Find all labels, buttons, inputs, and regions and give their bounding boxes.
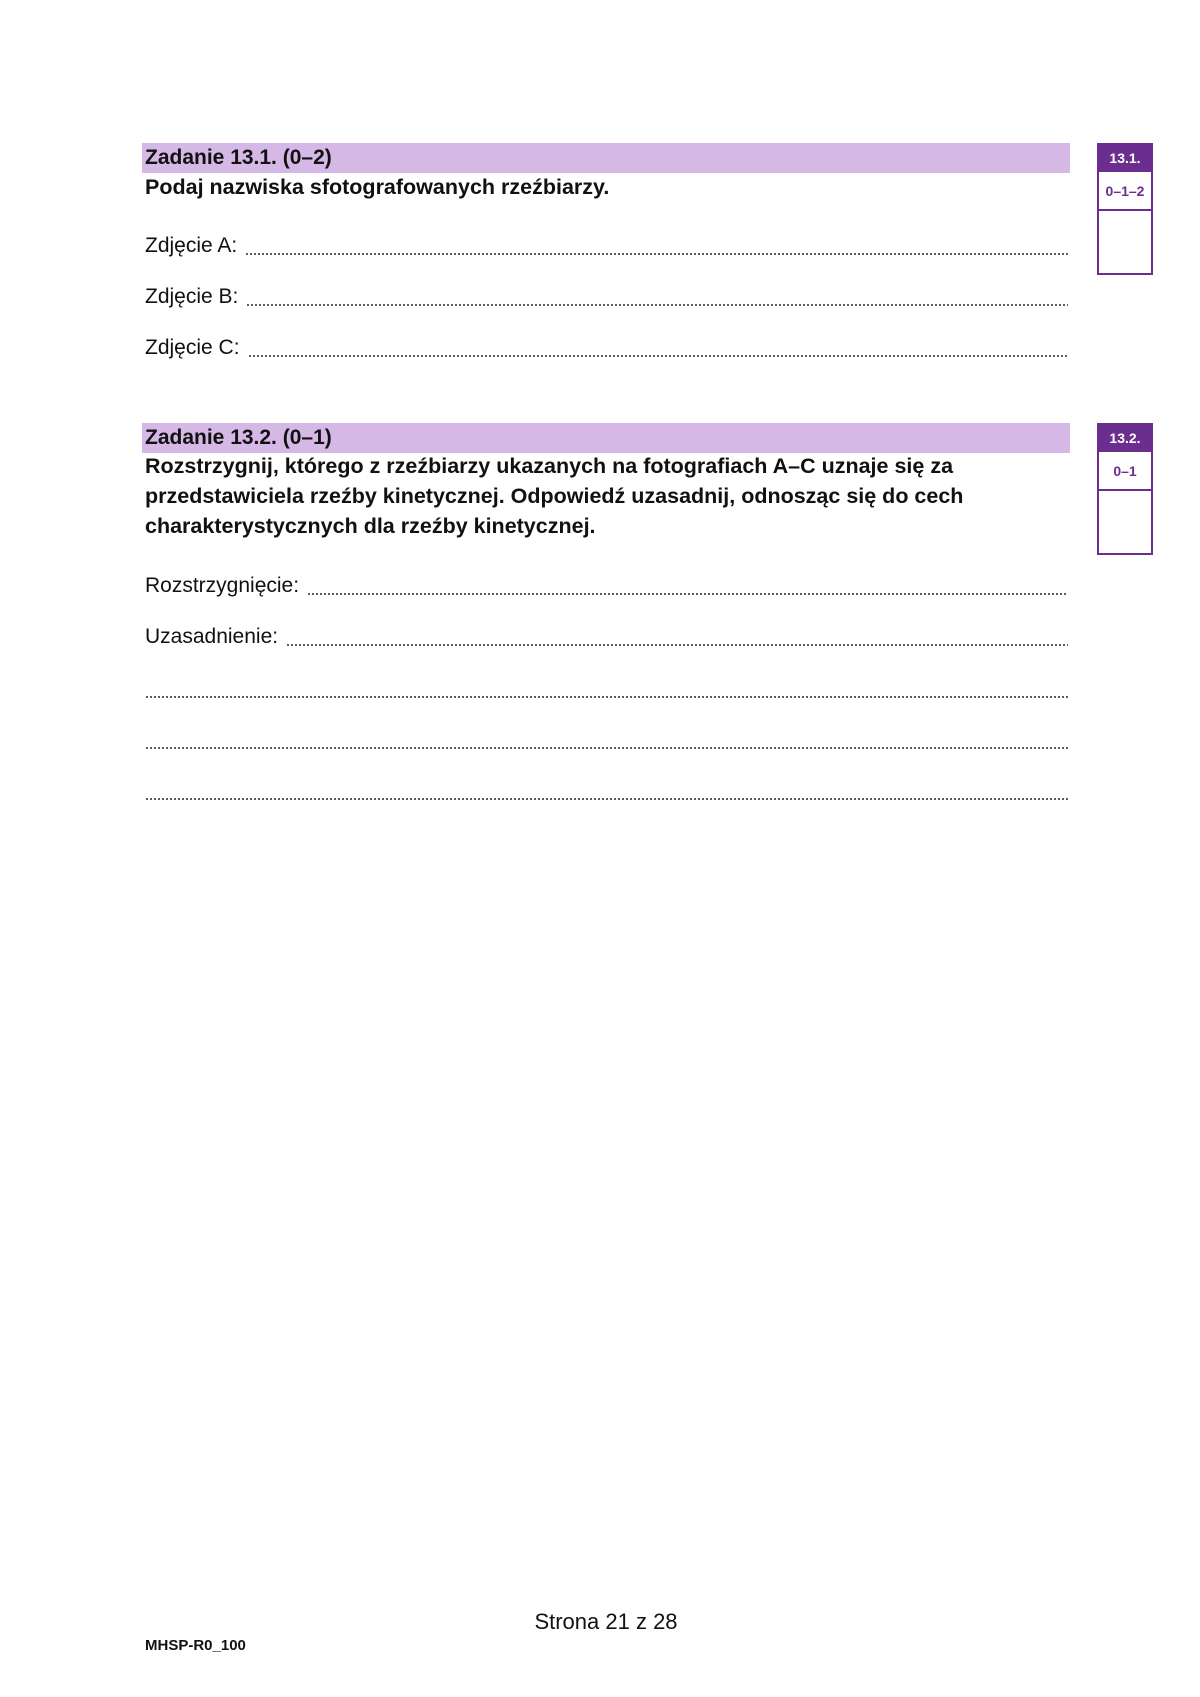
dotted-answer-line — [286, 644, 1068, 646]
task-13-1-header: Zadanie 13.1. (0–2) — [142, 143, 1070, 173]
dotted-answer-line — [145, 798, 1068, 800]
task-13-2-instruction — [145, 451, 1045, 541]
score-task-number: 13.2. — [1099, 425, 1151, 452]
score-box-13-2 — [1097, 423, 1153, 555]
dotted-answer-line — [145, 747, 1068, 749]
dotted-answer-line — [246, 304, 1068, 306]
answer-line-photo-b[interactable] — [145, 282, 1068, 312]
dotted-answer-line — [307, 593, 1068, 595]
answer-label: Zdjęcie A: — [145, 234, 238, 257]
instruction-line: charakterystycznych dla rzeźby kinetycznej. — [145, 514, 596, 538]
dotted-answer-line — [145, 696, 1068, 698]
answer-line-justification[interactable] — [145, 622, 1068, 652]
answer-line-justification-continued[interactable] — [145, 674, 1068, 704]
answer-line-justification-continued[interactable] — [145, 725, 1068, 755]
answer-label: Uzasadnienie: — [145, 625, 279, 648]
score-range: 0–1–2 — [1099, 172, 1151, 211]
instruction-line: Rozstrzygnij, którego z rzeźbiarzy ukazanych na fotografiach A–C uznaje się za — [145, 454, 954, 478]
answer-line-justification-continued[interactable] — [145, 776, 1068, 806]
task-13-2-header: Zadanie 13.2. (0–1) — [142, 423, 1070, 453]
answer-label: Zdjęcie B: — [145, 285, 239, 308]
answer-line-decision[interactable] — [145, 571, 1068, 601]
page-number: Strona 21 z 28 — [534, 1609, 678, 1634]
exam-code: MHSP-R0_100 — [145, 1637, 246, 1654]
answer-label: Rozstrzygnięcie: — [145, 574, 300, 597]
score-task-number: 13.1. — [1099, 145, 1151, 172]
answer-line-photo-c[interactable] — [145, 333, 1068, 363]
instruction-line: przedstawiciela rzeźby kinetycznej. Odpowiedź uzasadnij, odnosząc się do cech — [145, 484, 964, 508]
dotted-answer-line — [245, 253, 1068, 255]
dotted-answer-line — [248, 355, 1068, 357]
score-box-13-1 — [1097, 143, 1153, 275]
answer-line-photo-a[interactable] — [145, 231, 1068, 261]
score-entry-field[interactable] — [1099, 211, 1151, 273]
score-range: 0–1 — [1099, 452, 1151, 491]
task-13-1-instruction: Podaj nazwiska sfotografowanych rzeźbiarzy. — [145, 175, 610, 199]
score-entry-field[interactable] — [1099, 491, 1151, 553]
answer-label: Zdjęcie C: — [145, 336, 240, 359]
